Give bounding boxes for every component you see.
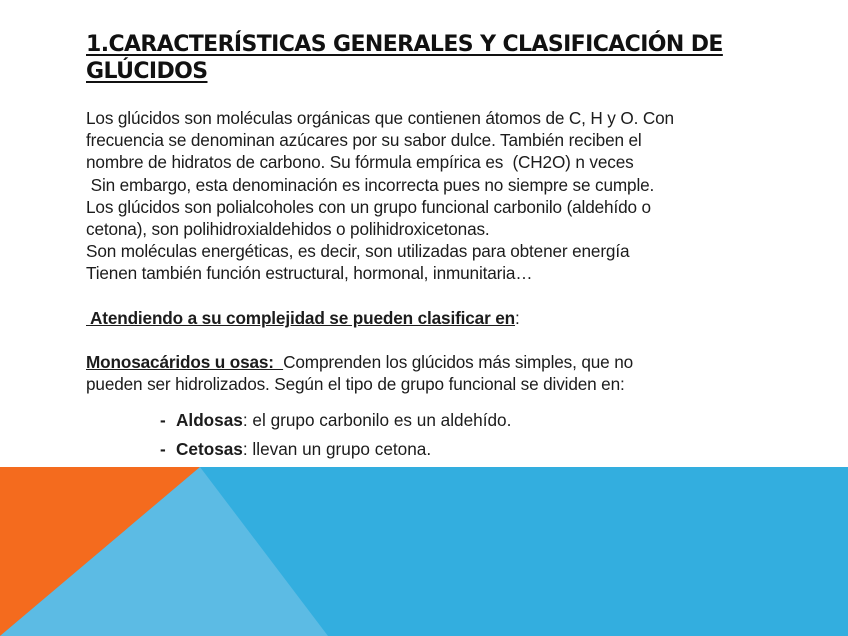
paragraph-line: Los glúcidos son polialcoholes con un grupo funcional carbonilo (aldehído o: [86, 196, 651, 217]
paragraph-line: cetona), son polihidroxialdehidos o polihidroxicetonas.: [86, 219, 490, 240]
paragraph-line: nombre de hidratos de carbono. Su fórmula empírica es (CH2O) n veces: [86, 152, 634, 173]
title-line-2: GLÚCIDOS: [86, 59, 208, 84]
list-dash: -: [160, 439, 166, 459]
list-item: [160, 438, 511, 460]
list-text: : el grupo carbonilo es un aldehído.: [242, 410, 512, 430]
paragraph-line: Son moléculas energéticas, es decir, son utilizadas para obtener energía: [86, 241, 630, 262]
slide-body: [86, 107, 786, 395]
aldosas-cetosas-list: [160, 409, 511, 467]
monosaccharides-text-1: Comprenden los glúcidos más simples, que no: [283, 351, 634, 372]
monosaccharides-line-1: [86, 351, 786, 373]
list-text: : llevan un grupo cetona.: [242, 439, 432, 459]
paragraph-line: Sin embargo, esta denominación es incorrecta pues no siempre se cumple.: [86, 174, 655, 195]
spacer: [86, 329, 786, 351]
classification-colon: :: [515, 307, 520, 328]
paragraph-line: Los glúcidos son moléculas orgánicas que contienen átomos de C, H y O. Con: [86, 108, 674, 128]
list-dash: -: [160, 410, 166, 430]
classification-heading-line: [86, 307, 786, 329]
list-item: [160, 409, 511, 431]
classification-heading: Atendiendo a su complejidad se pueden clasificar en: [86, 307, 516, 328]
paragraph-line: frecuencia se denominan azúcares por su sabor dulce. También reciben el: [86, 130, 642, 151]
title-line-1: 1.CARACTERÍSTICAS GENERALES Y CLASIFICACIÓN DE: [86, 32, 723, 57]
monosaccharides-term: Monosacáridos u osas:: [86, 351, 284, 372]
list-term: Cetosas: [176, 439, 243, 459]
list-term: Aldosas: [176, 410, 243, 430]
paragraph-line: Tienen también función estructural, hormonal, inmunitaria…: [86, 263, 533, 284]
slide-title: [86, 31, 786, 85]
monosaccharides-text-2: pueden ser hidrolizados. Según el tipo de grupo funcional se dividen en:: [86, 374, 625, 395]
spacer: [86, 285, 786, 307]
